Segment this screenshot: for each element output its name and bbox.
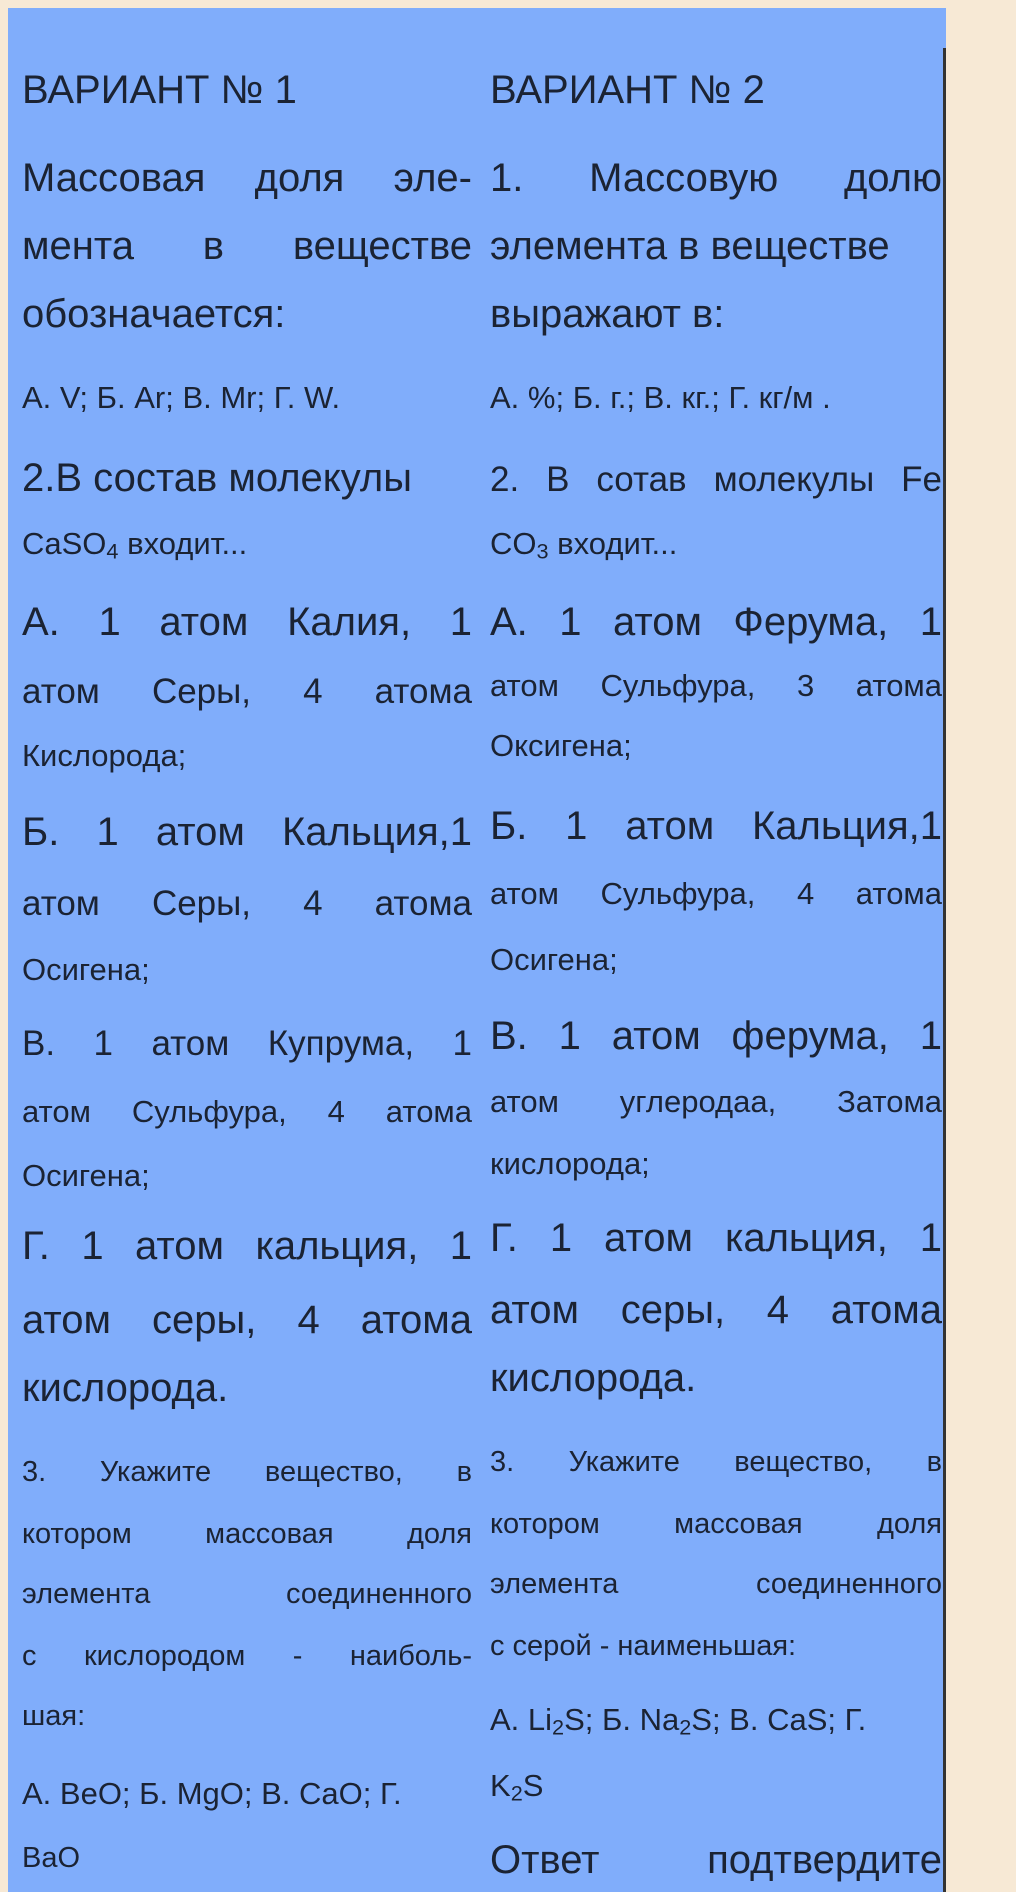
v1-q2-option-b: атом Серы, 4 атома (22, 884, 472, 923)
v2-answer-prompt: Ответ подтвердите (490, 1838, 942, 1882)
v2-q2-option-v: В. 1 атом ферума, 1 (490, 1014, 942, 1058)
v2-q1-line: 1. Массовую долю (490, 156, 942, 200)
worksheet-panel (8, 8, 946, 1892)
v2-q1-line: выражают в: (490, 292, 725, 336)
v1-q2-option-b: Б. 1 атом Кальция,1 (22, 810, 472, 854)
v2-q2-formula: $CO_3$ входит... (490, 526, 678, 564)
v2-q2-option-b: Осигена; (490, 942, 618, 977)
v2-q1-line: элемента в веществе (490, 224, 890, 268)
v2-q2-option-g: атом серы, 4 атома (490, 1288, 942, 1332)
v1-q1-line: обозначается: (22, 292, 286, 336)
v1-q2-option-v: Осигена; (22, 1158, 150, 1193)
v2-q2-option-g: Г. 1 атом кальция, 1 (490, 1216, 942, 1260)
v1-q3-line: шая: (22, 1700, 86, 1732)
v2-q2-line: 2. В сотав молекулы Fe (490, 460, 942, 499)
v2-q2-option-v: кислорода; (490, 1146, 650, 1181)
v1-q2-option-a: Кислорода; (22, 738, 187, 773)
v1-q2-option-a: атом Серы, 4 атома (22, 672, 472, 711)
v2-q1-options: А. %; Б. г.; В. кг.; Г. кг/м . (490, 380, 831, 415)
v2-q2-option-a: А. 1 атом Ферума, 1 (490, 600, 942, 644)
v1-q3-line: с кислородом - наиболь- (22, 1640, 472, 1672)
v1-q2-option-a: А. 1 атом Калия, 1 (22, 600, 472, 644)
v2-q2-option-a: Оксигена; (490, 728, 632, 763)
v1-q2-option-b: Осигена; (22, 952, 150, 987)
v2-q2-option-g: кислорода. (490, 1356, 697, 1400)
v2-q2-option-b: атом Сульфура, 4 атома (490, 876, 942, 911)
v2-q3-line: котором массовая доля (490, 1508, 942, 1540)
variant-1-title: ВАРИАНТ № 1 (22, 68, 297, 112)
v1-q3-line: котором массовая доля (22, 1518, 472, 1550)
v1-q3-answers: BaO (22, 1842, 81, 1874)
v2-q2-option-a: атом Сульфура, 3 атома (490, 668, 942, 703)
v1-q3-line: 3. Укажите вещество, в (22, 1456, 472, 1488)
variant-2-title: ВАРИАНТ № 2 (490, 68, 765, 112)
v1-q2-option-v: В. 1 атом Купрума, 1 (22, 1024, 472, 1063)
v2-q3-line: элемента соединенного (490, 1568, 942, 1600)
v1-q2-option-g: Г. 1 атом кальция, 1 (22, 1224, 472, 1268)
v1-q1-options: А. V; Б. Ar; В. Mr; Г. W. (22, 380, 341, 415)
v1-q3-answers: А. BeO; Б. MgO; В. CaO; Г. (22, 1776, 402, 1811)
v2-q3-line: 3. Укажите вещество, в (490, 1446, 942, 1478)
v1-q2-line: 2.В состав молекулы (22, 456, 412, 500)
v2-q2-option-v: атом углеродаа, Затома (490, 1084, 942, 1119)
v1-q2-option-g: кислорода. (22, 1366, 229, 1410)
v1-q2-option-v: атом Сульфура, 4 атома (22, 1094, 472, 1129)
v1-q2-option-g: атом серы, 4 атома (22, 1298, 472, 1342)
v2-q3-answers: $K_2S$ (490, 1768, 544, 1806)
v1-q3-line: элемента соединенного (22, 1578, 472, 1610)
v1-q1-line: мента в веществе (22, 224, 472, 268)
v2-q3-answers: А. $Li_2S$; Б. $Na_2S$; В. CaS; Г. (490, 1702, 867, 1740)
v1-q2-formula: CaSO$_4$ входит... (22, 526, 248, 564)
v2-q3-line: с серой - наименьшая: (490, 1630, 797, 1662)
v1-q1-line: Массовая доля эле- (22, 156, 472, 200)
v2-q2-option-b: Б. 1 атом Кальция,1 (490, 804, 942, 848)
